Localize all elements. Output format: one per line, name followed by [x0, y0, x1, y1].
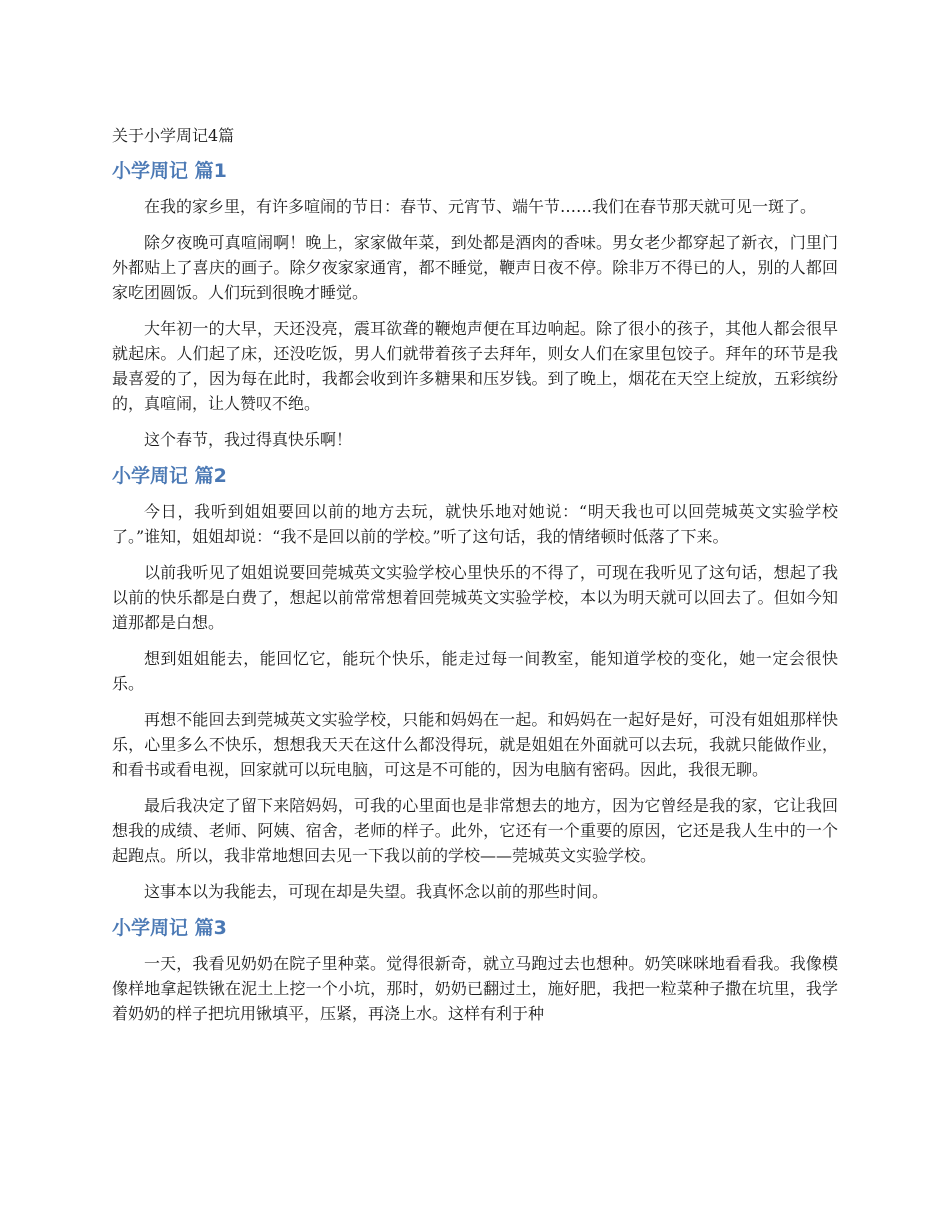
paragraph: 一天，我看见奶奶在院子里种菜。觉得很新奇，就立马跑过去也想种。奶笑咪咪地看看我。我像模像样地拿起铁锹在泥土上挖一个小坑，那时，奶奶已翻过土，施好肥，我把一粒菜种子撒在坑里，我学着奶奶的样子把坑用锹填平，压紧，再浇上水。这样有利于种 [112, 954, 838, 1023]
paragraph: 再想不能回去到莞城英文实验学校，只能和妈妈在一起。和妈妈在一起好是好，可没有姐姐那样快乐，心里多么不快乐，想想我天天在这什么都没得玩，就是姐姐在外面就可以去玩，我就只能做作业，和看书或看电视，回家就可以玩电脑，可这是不可能的，因为电脑有密码。因此，我很无聊。 [112, 710, 838, 779]
section-heading: 小学周记 篇1 [112, 160, 227, 182]
paragraph: 这事本以为我能去，可现在却是失望。我真怀念以前的那些时间。 [144, 882, 609, 901]
document-title: 关于小学周记4篇 [112, 126, 235, 145]
paragraph: 除夕夜晚可真喧闹啊！晚上，家家做年菜，到处都是酒肉的香味。男女老少都穿起了新衣，门里门外都贴上了喜庆的画子。除夕夜家家通宵，都不睡觉，鞭声日夜不停。除非万不得已的人，别的人都回家吃团圆饭。人们玩到很晚才睡觉。 [112, 233, 838, 302]
section-heading: 小学周记 篇3 [112, 917, 227, 939]
section-2 [112, 463, 838, 904]
paragraph: 以前我听见了姐姐说要回莞城英文实验学校心里快乐的不得了，可现在我听见了这句话，想起了我以前的快乐都是白费了，想起以前常常想着回莞城英文实验学校，本以为明天就可以回去了。但如今知道那都是白想。 [112, 563, 838, 632]
paragraph: 大年初一的大早，天还没亮，震耳欲聋的鞭炮声便在耳边响起。除了很小的孩子，其他人都会很早就起床。人们起了床，还没吃饭，男人们就带着孩子去拜年，则女人们在家里包饺子。拜年的环节是我最喜爱的了，因为每在此时，我都会收到许多糖果和压岁钱。到了晚上，烟花在天空上绽放，五彩缤纷的，真喧闹，让人赞叹不绝。 [112, 319, 838, 413]
section-heading: 小学周记 篇2 [112, 465, 227, 487]
paragraph: 在我的家乡里，有许多喧闹的节日：春节、元宵节、端午节……我们在春节那天就可见一斑了。 [144, 197, 817, 216]
section-1 [112, 158, 838, 452]
paragraph: 今日，我听到姐姐要回以前的地方去玩，就快乐地对她说：“明天我也可以回莞城英文实验学校了。”谁知，姐姐却说：“我不是回以前的学校。”听了这句话，我的情绪顿时低落了下来。 [112, 502, 838, 546]
paragraph: 这个春节，我过得真快乐啊！ [144, 430, 353, 449]
paragraph: 最后我决定了留下来陪妈妈，可我的心里面也是非常想去的地方，因为它曾经是我的家，它让我回想我的成绩、老师、阿姨、宿舍，老师的样子。此外，它还有一个重要的原因，它还是我人生中的一个起跑点。所以，我非常地想回去见一下我以前的学校——莞城英文实验学校。 [112, 796, 838, 865]
paragraph: 想到姐姐能去，能回忆它，能玩个快乐，能走过每一间教室，能知道学校的变化，她一定会很快乐。 [112, 649, 838, 693]
section-3 [112, 915, 838, 1026]
